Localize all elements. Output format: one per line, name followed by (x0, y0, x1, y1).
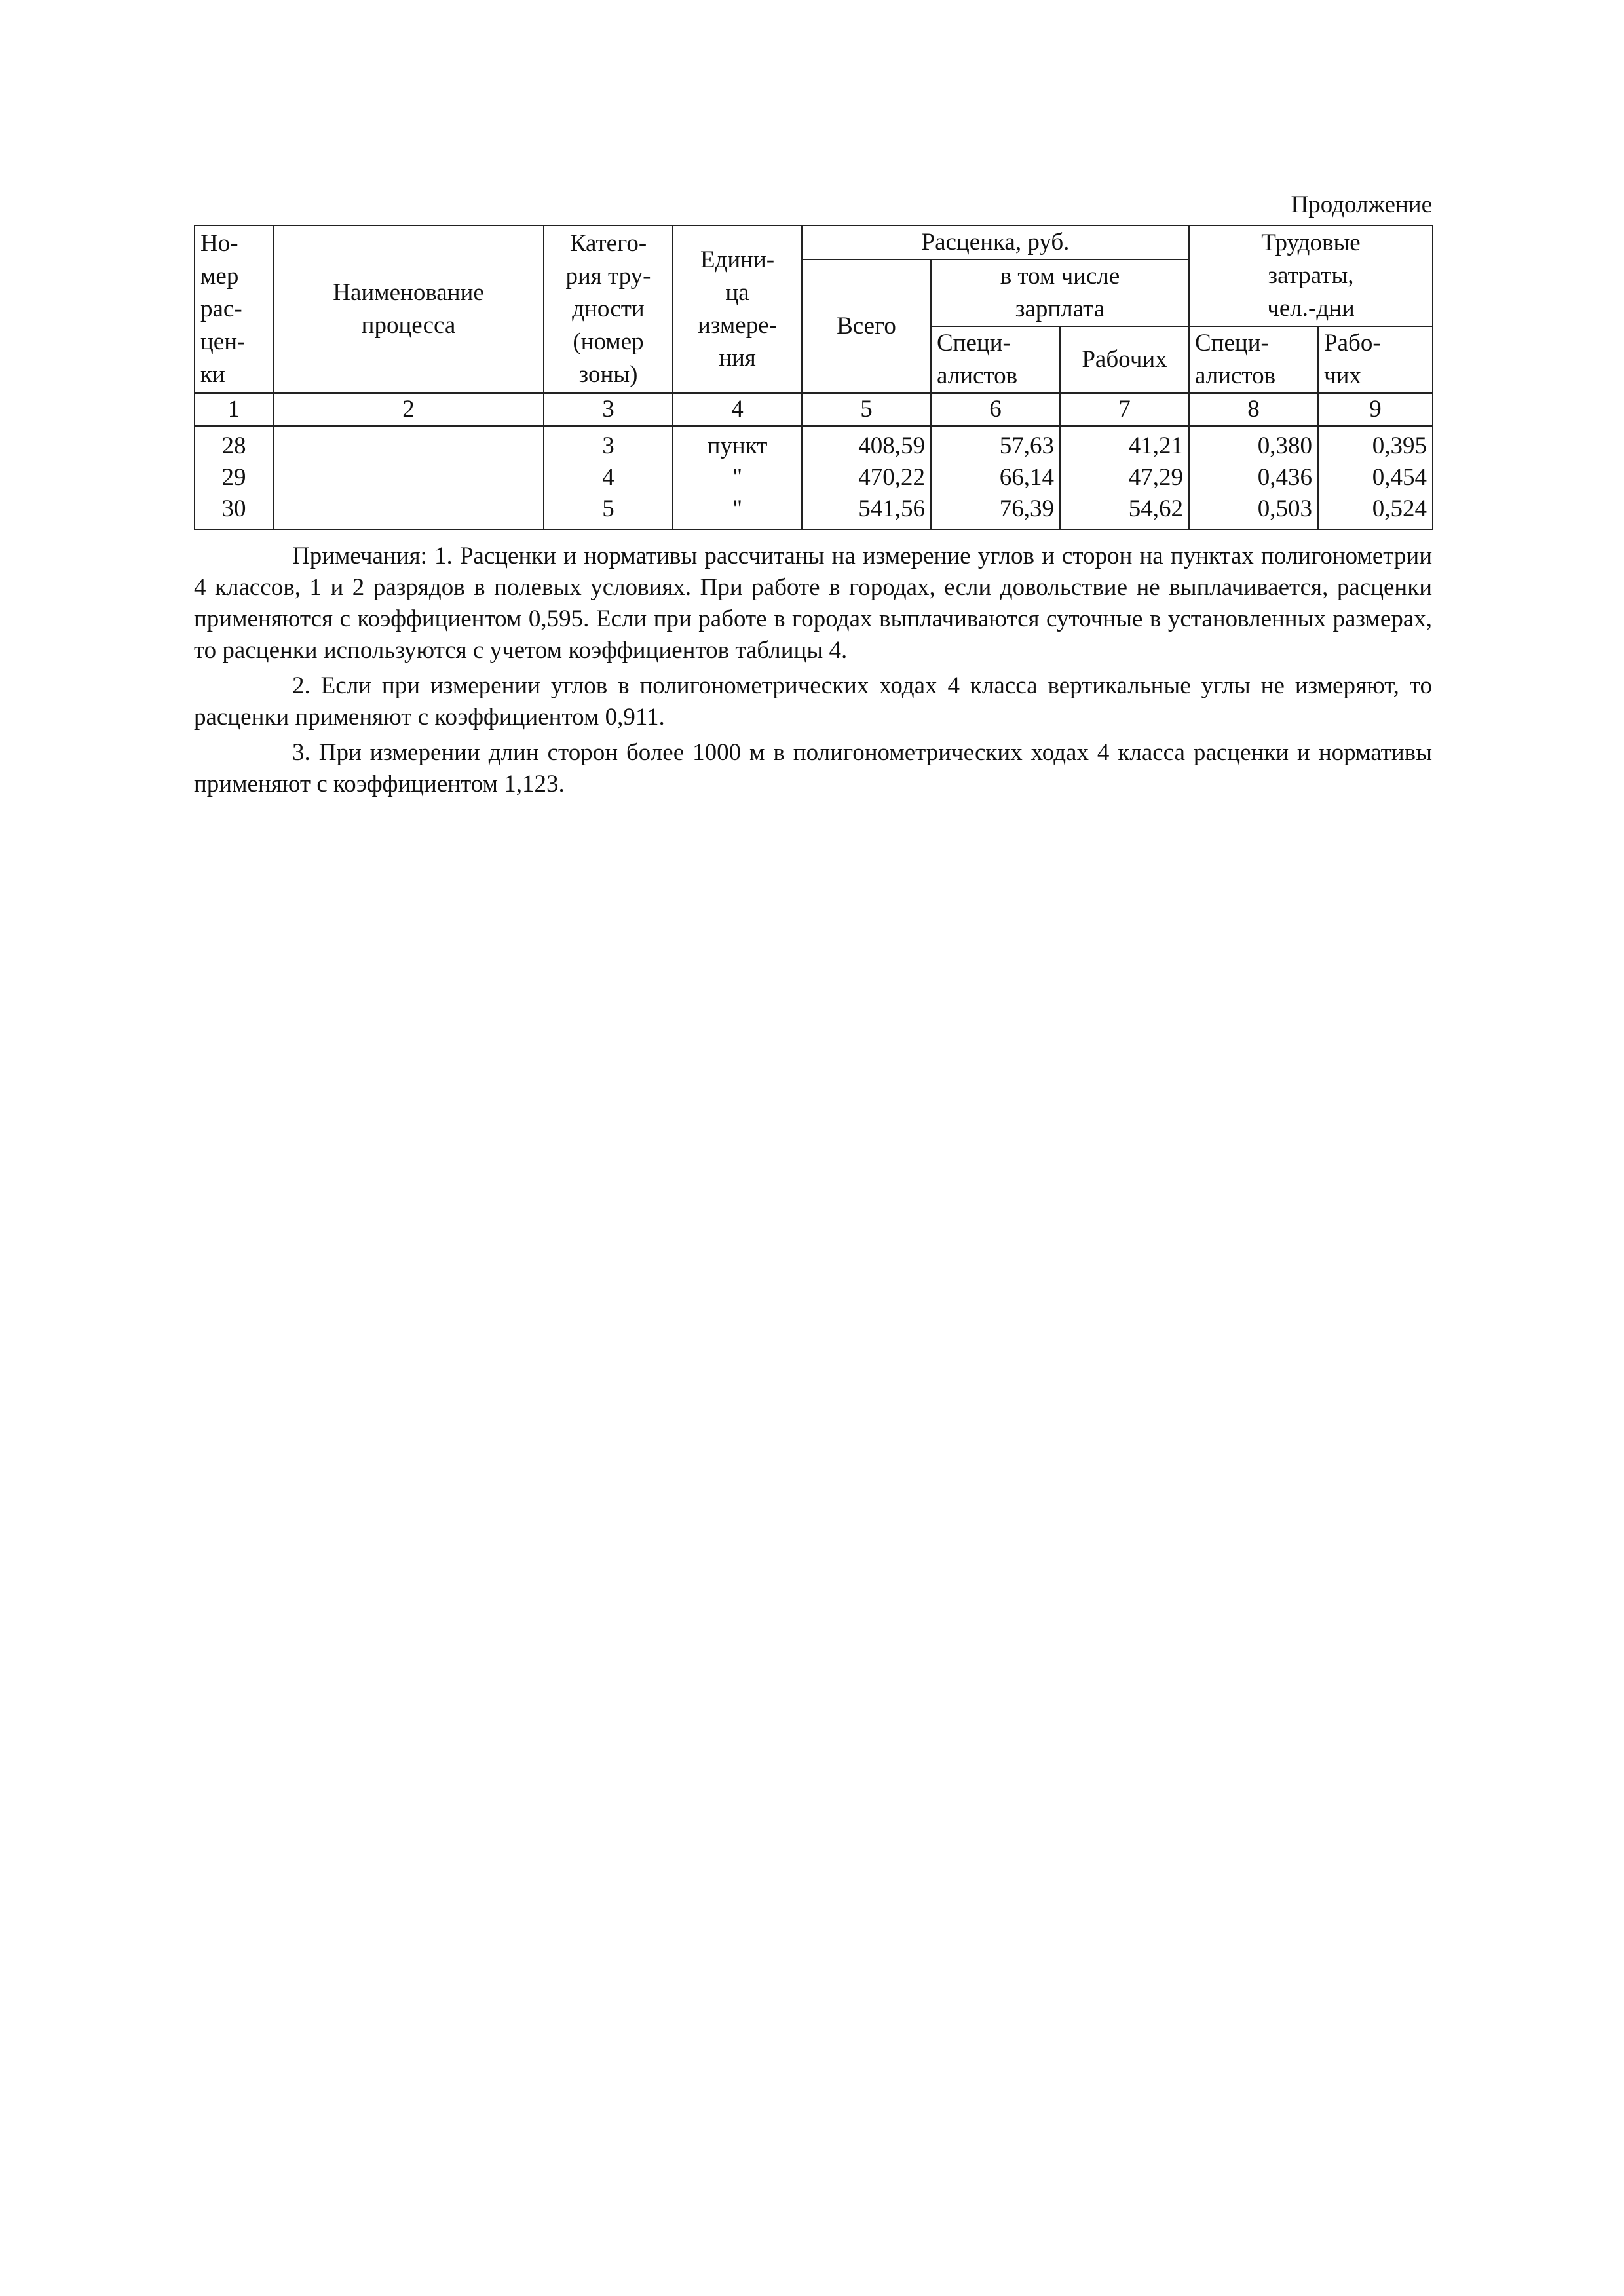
column-number: 1 (195, 393, 273, 426)
header-labor-workers: Рабо- чих (1318, 326, 1433, 393)
column-number: 8 (1189, 393, 1318, 426)
header-unit: Едини- ца измере- ния (673, 225, 802, 393)
cell-process-name (273, 426, 544, 462)
header-labor-specialists: Специ- алистов (1189, 326, 1318, 393)
notes-section (194, 541, 1432, 804)
cell-salary-workers: 54,62 (1060, 493, 1189, 529)
cell-unit: " (673, 462, 802, 493)
column-number: 7 (1060, 393, 1189, 426)
header-total: Всего (802, 259, 931, 393)
note-paragraph: 2. Если при измерении углов в полигонометрических ходах 4 класса вертикальные углы не измеряют, то расценки применяют с коэффициентом 0,911. (194, 672, 1432, 731)
column-number: 6 (931, 393, 1060, 426)
cell-labor-workers: 0,395 (1318, 426, 1433, 462)
table-continuation-caption: Продолжение (1291, 191, 1432, 218)
cell-total: 408,59 (802, 426, 931, 462)
header-category: Катего- рия тру- дности (номер зоны) (544, 225, 673, 393)
cell-unit: " (673, 493, 802, 529)
column-number: 2 (273, 393, 544, 426)
cell-labor-specialists: 0,503 (1189, 493, 1318, 529)
header-including-salary: в том числе зарплата (931, 259, 1189, 326)
column-number: 3 (544, 393, 673, 426)
cell-labor-specialists: 0,436 (1189, 462, 1318, 493)
cell-total: 541,56 (802, 493, 931, 529)
header-salary-workers: Рабочих (1060, 326, 1189, 393)
table-row (195, 462, 1433, 493)
header-labor-group: Трудовые затраты, чел.-дни (1189, 225, 1433, 326)
header-price-group: Расценка, руб. (802, 225, 1189, 259)
cell-salary-specialists: 57,63 (931, 426, 1060, 462)
cell-category: 3 (544, 426, 673, 462)
header-process-name: Наименование процесса (273, 225, 544, 393)
cell-process-name (273, 493, 544, 529)
cell-category: 5 (544, 493, 673, 529)
cell-salary-specialists: 66,14 (931, 462, 1060, 493)
cell-labor-workers: 0,454 (1318, 462, 1433, 493)
header-salary-specialists: Специ- алистов (931, 326, 1060, 393)
header-number: Но- мер рас- цен- ки (195, 225, 273, 393)
cell-labor-specialists: 0,380 (1189, 426, 1318, 462)
column-numbers-row (195, 393, 1433, 426)
rates-table (194, 225, 1433, 530)
note-paragraph: 3. При измерении длин сторон более 1000 м в полигонометрических ходах 4 класса расценки и нормативы применяют с коэффициентом 1,123. (194, 739, 1432, 797)
note-paragraph: Примечания: 1. Расценки и нормативы рассчитаны на измерение углов и сторон на пунктах полигонометрии 4 классов, 1 и 2 разрядов в полевых условиях. При работе в городах, если довольствие не выплачивается, расценки применяются с коэффициентом 0,595. Если при работе в городах выплачиваются суточные в установленных размерах, то расценки используются с учетом коэффициентов таблицы 4. (194, 543, 1432, 664)
cell-unit: пункт (673, 426, 802, 462)
cell-number: 30 (195, 493, 273, 529)
table-row (195, 426, 1433, 462)
table-row (195, 493, 1433, 529)
cell-salary-workers: 47,29 (1060, 462, 1189, 493)
cell-salary-workers: 41,21 (1060, 426, 1189, 462)
column-number: 4 (673, 393, 802, 426)
cell-total: 470,22 (802, 462, 931, 493)
column-number: 9 (1318, 393, 1433, 426)
cell-process-name (273, 462, 544, 493)
cell-number: 28 (195, 426, 273, 462)
cell-salary-specialists: 76,39 (931, 493, 1060, 529)
cell-category: 4 (544, 462, 673, 493)
column-number: 5 (802, 393, 931, 426)
cell-number: 29 (195, 462, 273, 493)
cell-labor-workers: 0,524 (1318, 493, 1433, 529)
